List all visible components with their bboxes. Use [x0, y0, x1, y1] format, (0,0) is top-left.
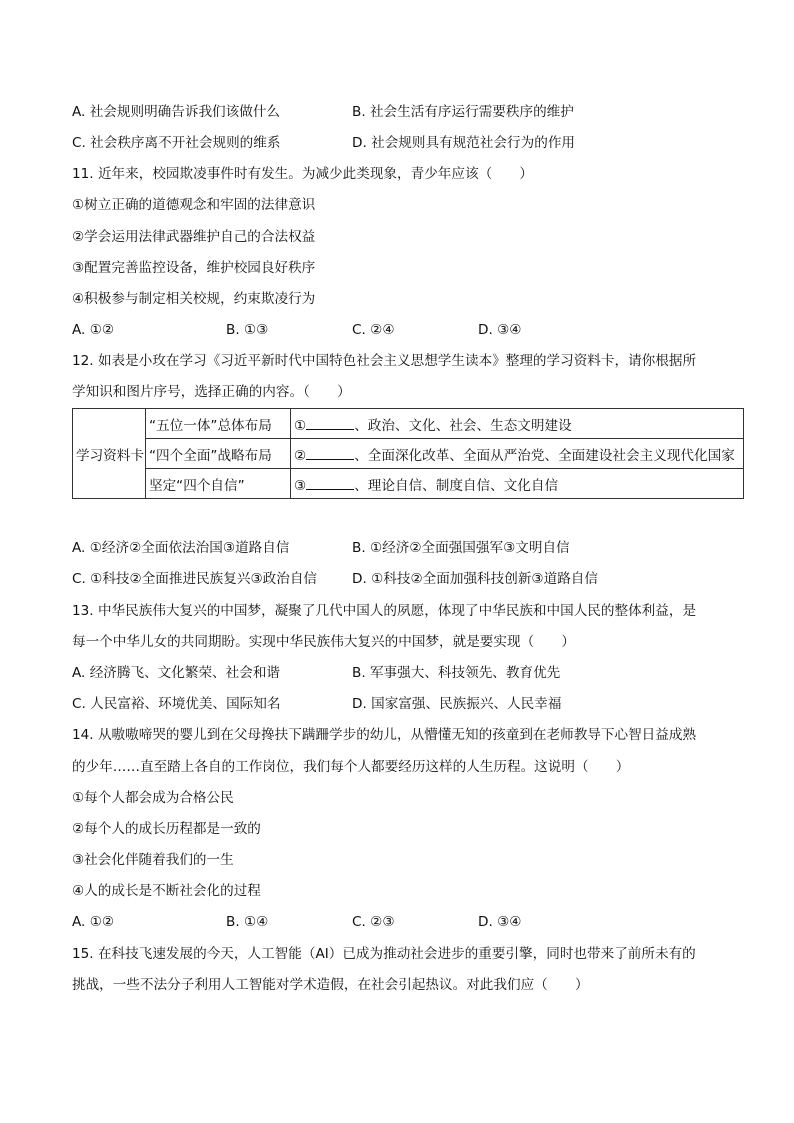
q11-item-3: ③配置完善监控设备，维护校园良好秩序: [72, 260, 316, 276]
q13-option-b: B. 军事强大、科技领先、教育优先: [352, 665, 561, 681]
q11-option-a: A. ①②: [72, 322, 115, 338]
fill-blank: [306, 476, 354, 490]
row-content: [291, 409, 744, 439]
q14-option-c: C. ②③: [352, 914, 395, 930]
q11-stem: 11. 近年来，校园欺凌事件时有发生。为减少此类现象，青少年应该（ ）: [72, 166, 533, 182]
q10-option-b: B. 社会生活有序运行需要秩序的维护: [352, 104, 574, 120]
q12-option-b: B. ①经济②全面强国强军③文明自信: [352, 540, 570, 556]
q14-item-1: ①每个人都会成为合格公民: [72, 790, 234, 806]
row-content: [291, 439, 744, 469]
q15-stem-line1: 15. 在科技飞速发展的今天，人工智能（AI）已成为推动社会进步的重要引擎，同时也带来了前所未有的: [72, 946, 696, 962]
row-content: [291, 469, 744, 499]
q14-item-2: ②每个人的成长历程都是一致的: [72, 821, 261, 837]
q10-option-a: A. 社会规则明确告诉我们该做什么: [72, 104, 281, 120]
q13-stem-line1: 13. 中华民族伟大复兴的中国梦，凝聚了几代中国人的夙愿，体现了中华民族和中国人民的整体利益，是: [72, 603, 697, 619]
q11-item-1: ①树立正确的道德观念和牢固的法律意识: [72, 197, 316, 213]
q13-option-a: A. 经济腾飞、文化繁荣、社会和谐: [72, 665, 281, 681]
q15-stem-line2: 挑战，一些不法分子利用人工智能对学术造假，在社会引起热议。对此我们应（ ）: [72, 977, 589, 993]
table-header-cell: 学习资料卡: [73, 409, 146, 499]
q10-option-d: D. 社会规则具有规范社会行为的作用: [352, 135, 576, 151]
q12-stem-line1: 12. 如表是小玫在学习《习近平新时代中国特色社会主义思想学生读本》整理的学习资料卡，请你根据所: [72, 353, 697, 369]
row-label: “四个全面”战略布局: [146, 439, 291, 469]
q14-stem-line2: 的少年……直至踏上各自的工作岗位，我们每个人都要经历这样的人生历程。这说明（ ）: [72, 759, 630, 775]
q11-option-b: B. ①③: [226, 322, 269, 338]
row-marker: ①: [294, 417, 307, 434]
row-text: 、理论自信、制度自信、文化自信: [354, 477, 559, 494]
row-label: 坚定“四个自信”: [146, 469, 291, 499]
row-text: 、政治、文化、社会、生态文明建设: [354, 417, 572, 434]
q14-option-a: A. ①②: [72, 914, 115, 930]
q13-option-c: C. 人民富裕、环境优美、国际知名: [72, 696, 281, 712]
row-marker: ②: [294, 447, 307, 464]
q11-option-c: C. ②④: [352, 322, 395, 338]
fill-blank: [306, 446, 354, 460]
q11-option-d: D. ③④: [478, 322, 522, 338]
row-label: “五位一体”总体布局: [146, 409, 291, 439]
row-text: 、全面深化改革、全面从严治党、全面建设社会主义现代化国家: [354, 447, 735, 464]
q13-stem-line2: 每一个中华儿女的共同期盼。实现中华民族伟大复兴的中国梦，就是要实现（ ）: [72, 634, 575, 650]
table-row: [73, 439, 744, 469]
q14-stem-line1: 14. 从嗷嗷啼哭的婴儿到在父母搀扶下蹒跚学步的幼儿，从懵懂无知的孩童到在老师教导下心智日益成熟: [72, 727, 697, 743]
fill-blank: [306, 416, 354, 430]
study-card-table: [72, 408, 744, 499]
q12-option-d: D. ①科技②全面加强科技创新③道路自信: [352, 571, 598, 587]
q14-option-d: D. ③④: [478, 914, 522, 930]
table-row: [73, 469, 744, 499]
q12-option-c: C. ①科技②全面推进民族复兴③政治自信: [72, 571, 318, 587]
q14-option-b: B. ①④: [226, 914, 269, 930]
q10-option-c: C. 社会秩序离不开社会规则的维系: [72, 135, 281, 151]
row-marker: ③: [294, 477, 307, 494]
q12-option-a: A. ①经济②全面依法治国③道路自信: [72, 540, 290, 556]
q14-item-3: ③社会化伴随着我们的一生: [72, 852, 234, 868]
q11-item-2: ②学会运用法律武器维护自己的合法权益: [72, 229, 316, 245]
q14-item-4: ④人的成长是不断社会化的过程: [72, 883, 261, 899]
q12-stem-line2: 学知识和图片序号，选择正确的内容。（ ）: [72, 384, 351, 400]
table-row: [73, 409, 744, 439]
q11-item-4: ④积极参与制定相关校规，约束欺凌行为: [72, 291, 316, 307]
q13-option-d: D. 国家富强、民族振兴、人民幸福: [352, 696, 562, 712]
